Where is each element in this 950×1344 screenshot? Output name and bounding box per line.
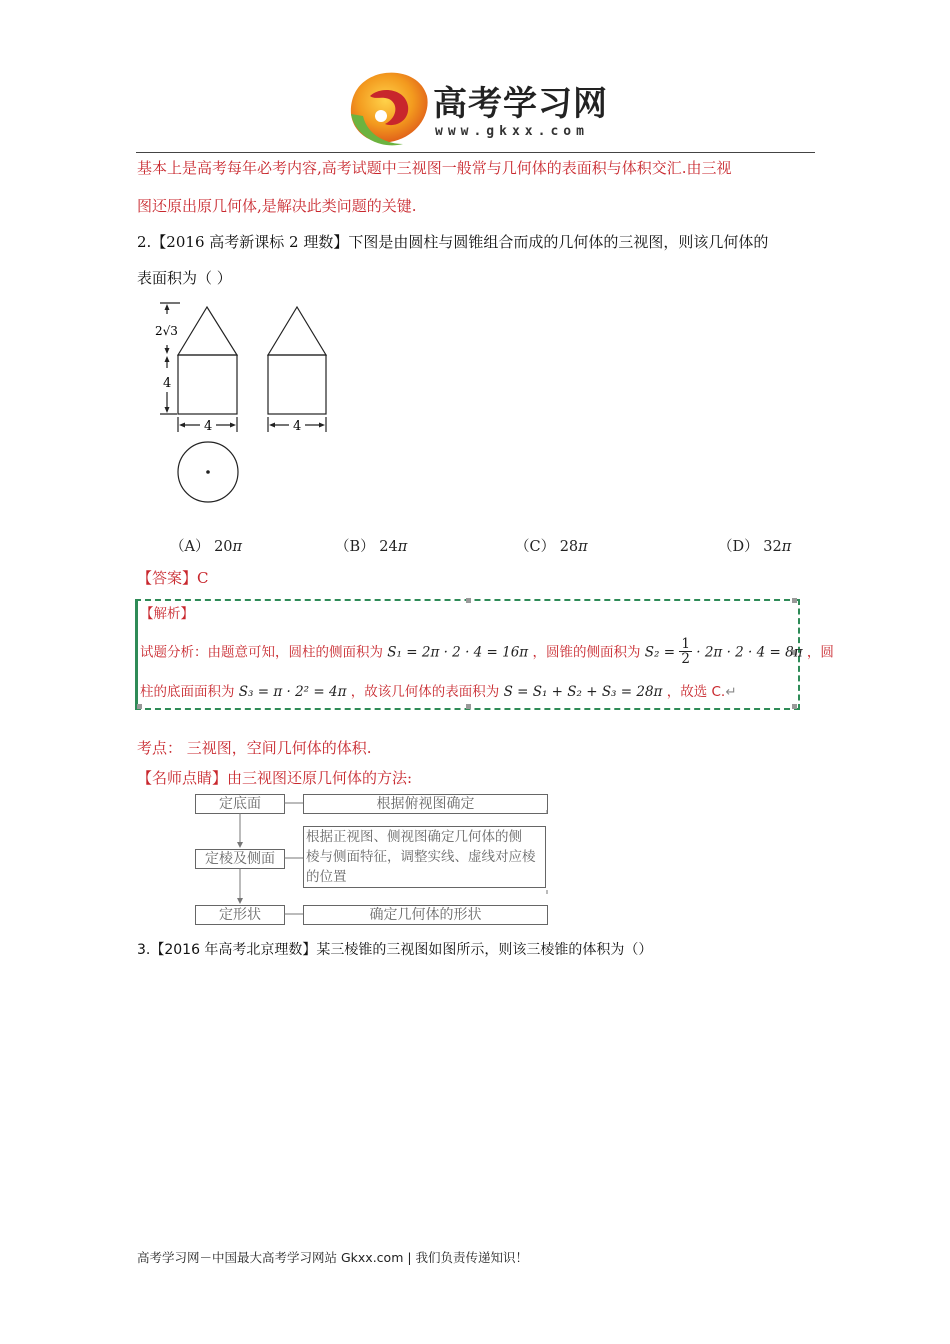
kaodian-line: 考点： 三视图，空间几何体的体积. <box>137 739 372 757</box>
intro-line-2: 图还原出原几何体,是解决此类问题的关键. <box>137 197 417 215</box>
flow-desc-shape: 确定几何体的形状 <box>303 905 548 925</box>
side-view-cone <box>268 307 326 355</box>
front-view-cone <box>178 307 237 355</box>
flow-desc-base: 根据俯视图确定 <box>303 794 548 814</box>
front-view-cylinder <box>178 355 237 414</box>
side-width-label: 4 <box>293 419 302 434</box>
q2-stem-line-1: 2.【2016 高考新课标 2 理数】下图是由圆柱与圆锥组合而成的几何体的三视图，则该几何体的 <box>137 233 769 251</box>
answer-line: 【答案】C <box>137 569 209 587</box>
mingshi-line: 【名师点睛】由三视图还原几何体的方法: <box>137 769 413 787</box>
page-footer: 高考学习网－中国最大高考学习网站 Gkxx.com | 我们负责传递知识！ <box>137 1250 529 1265</box>
logo-url: www.gkxx.com <box>435 124 589 139</box>
cylinder-height-label: 4 <box>163 376 172 391</box>
option-d[interactable]: （D） 32π <box>718 539 792 555</box>
q2-stem-line-2: 表面积为（ ） <box>137 269 232 287</box>
flow-desc-edges: 根据正视图、侧视图确定几何体的侧 棱与侧面特征，调整实线、虚线对应棱 的位置 <box>303 826 546 888</box>
analysis-line-2: 柱的底面面积为 S₃ = π · 2² = 4π ，故该几何体的表面积为 S = S₁ + S₂ + S₃ = 28π ，故选 C.↵ <box>140 684 737 700</box>
flow-step-edges: 定棱及侧面 <box>195 849 285 869</box>
analysis-line-1: 试题分析：由题意可知，圆柱的侧面积为 S₁ = 2π · 2 · 4 = 16π ，圆锥的侧面积为 S₂ = $\frac{1}{2}$ · 2π · 2 · 4 = 8π ，圆 <box>140 636 834 667</box>
option-c[interactable]: （C） 28π <box>515 539 588 555</box>
cone-height-label: 2√3 <box>155 324 178 338</box>
three-view-figure <box>150 300 350 510</box>
logo-emblem-icon <box>345 66 435 150</box>
q3-stem: 3.【2016 年高考北京理数】某三棱锥的三视图如图所示，则该三棱锥的体积为（） <box>137 942 653 958</box>
intro-line-1: 基本上是高考每年必考内容,高考试题中三视图一般常与几何体的表面积与体积交汇.由三视 <box>137 159 732 177</box>
logo-title: 高考学习网 <box>433 84 608 124</box>
fraction-one-half: $\frac{1}{2}$ <box>681 636 690 667</box>
analysis-title: 【解析】 <box>140 606 194 622</box>
flow-connectors <box>190 790 550 930</box>
header-divider <box>136 152 815 153</box>
site-logo <box>345 66 615 150</box>
flow-step-shape: 定形状 <box>195 905 285 925</box>
flow-step-base: 定底面 <box>195 794 285 814</box>
front-width-label: 4 <box>204 419 213 434</box>
option-a[interactable]: （A） 20π <box>170 539 243 555</box>
side-view-cylinder <box>268 355 326 414</box>
option-b[interactable]: （B） 24π <box>335 539 408 555</box>
